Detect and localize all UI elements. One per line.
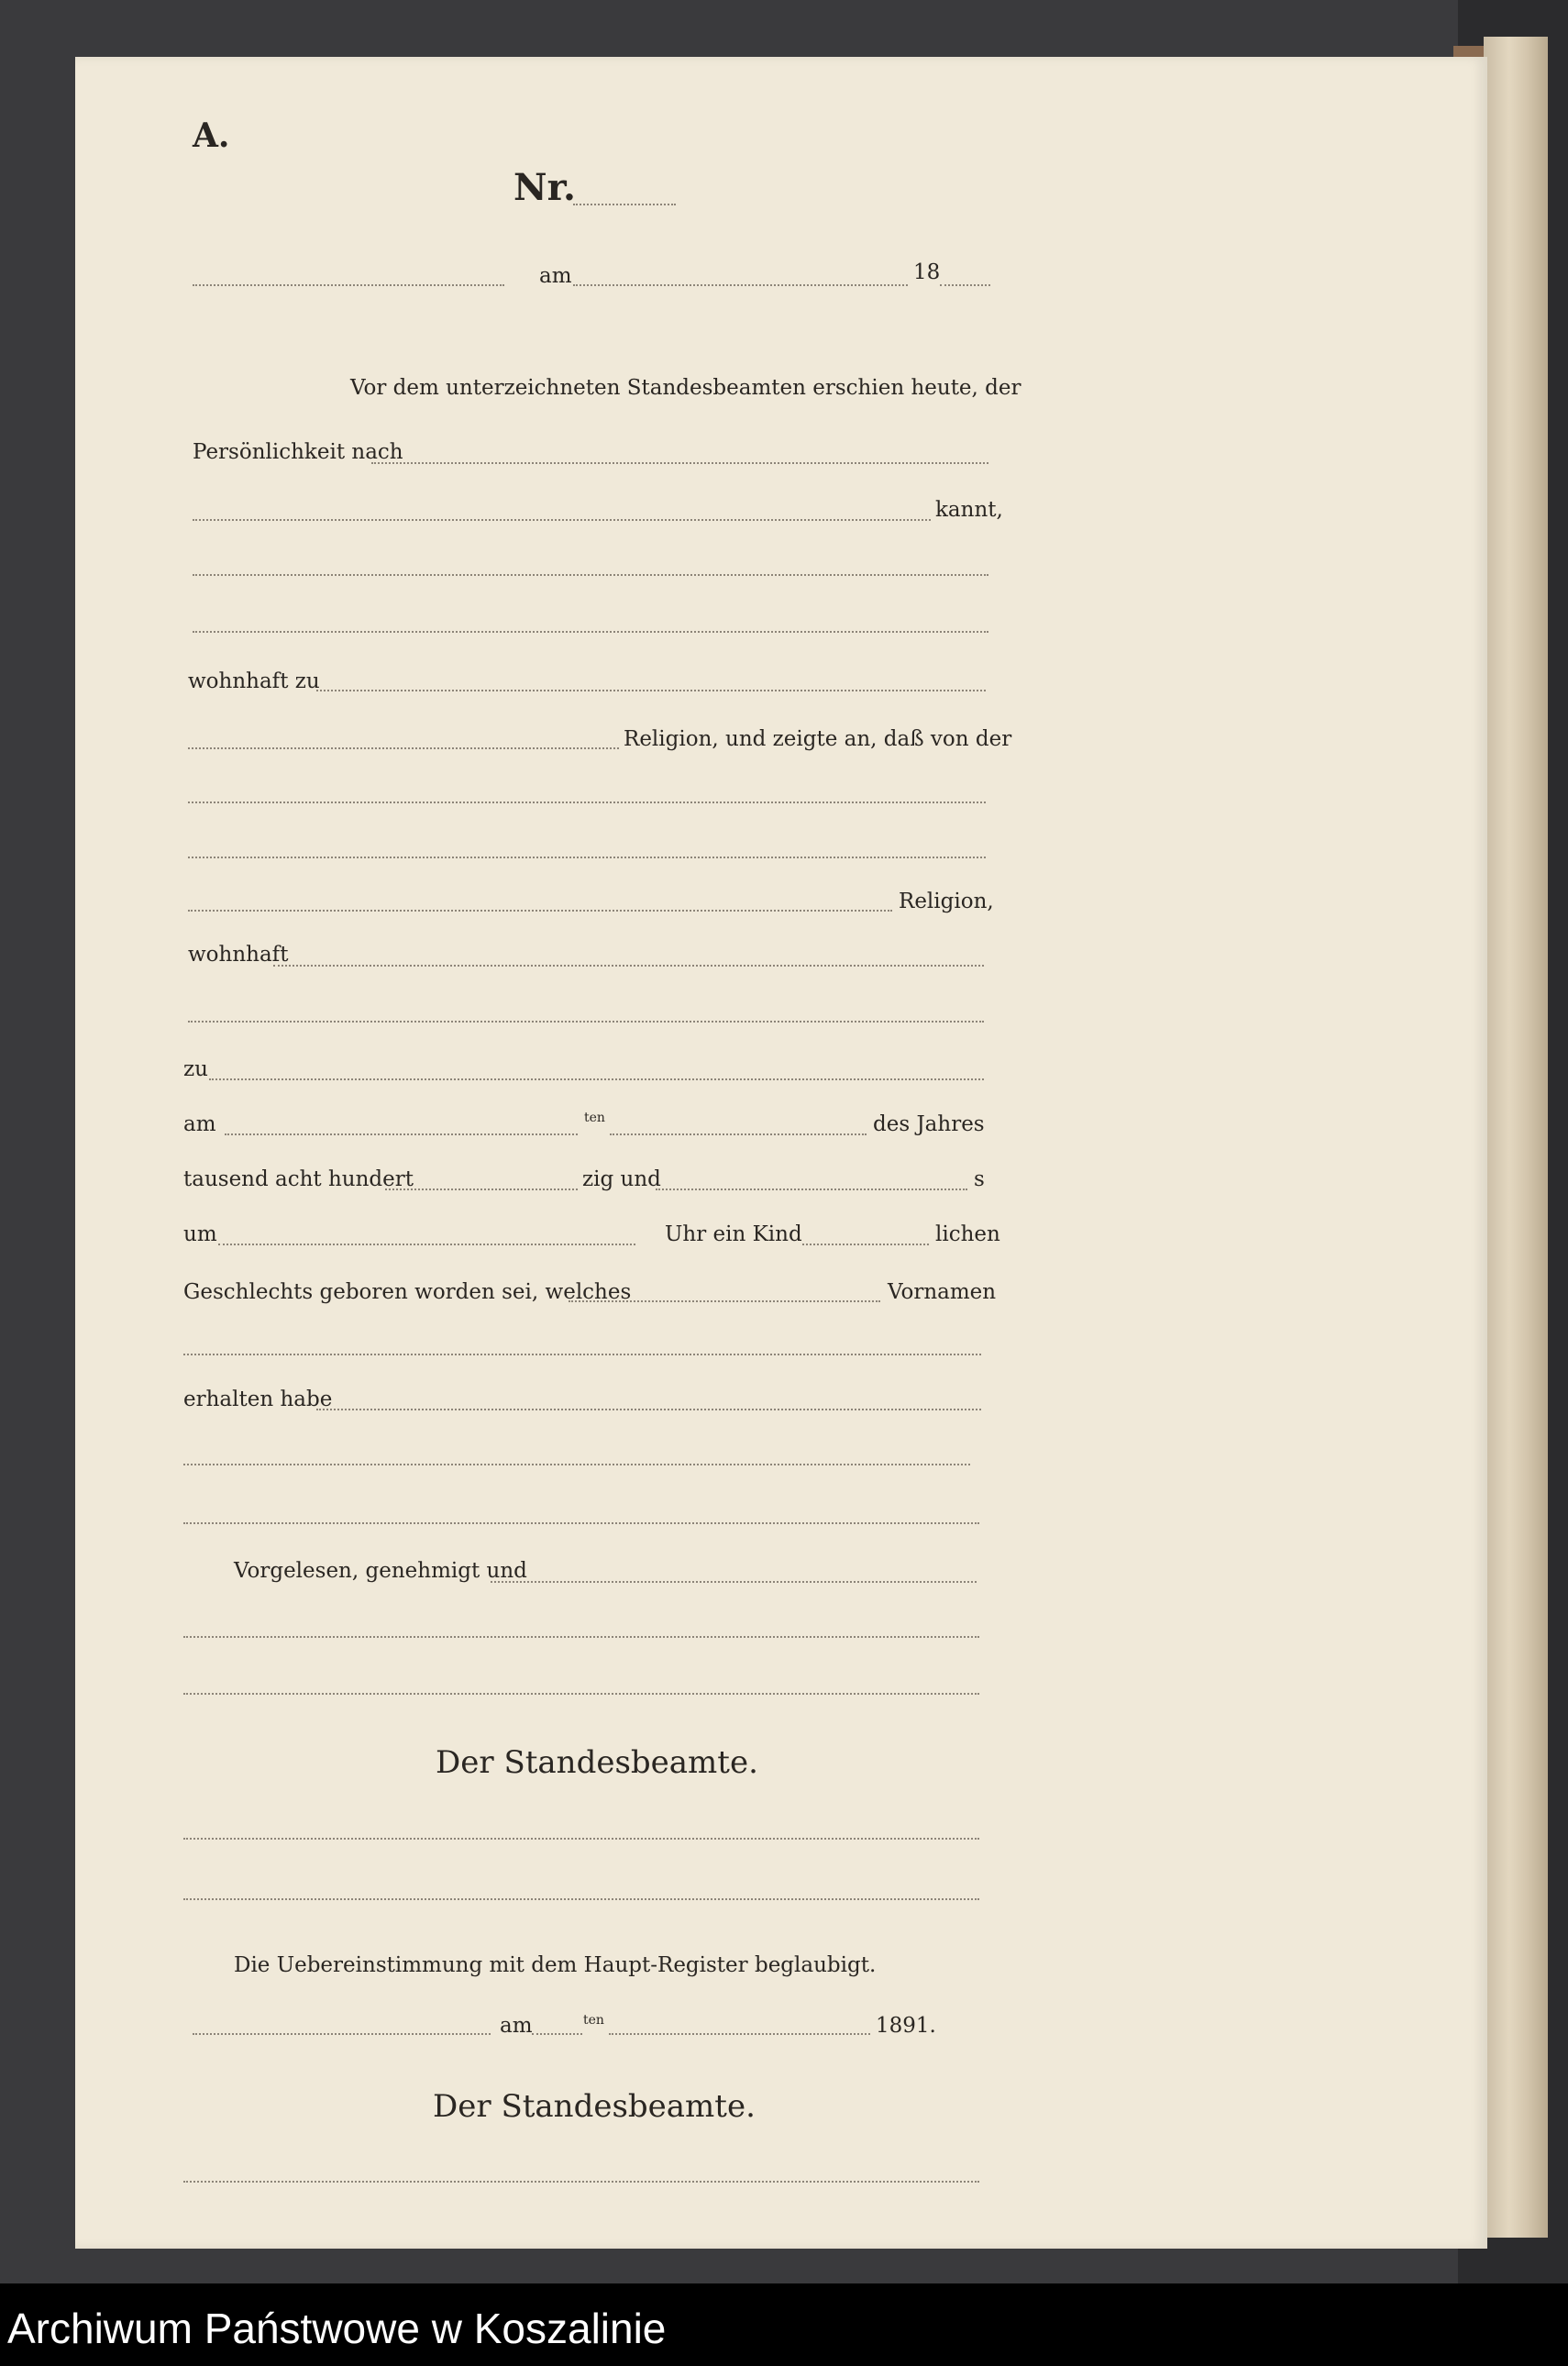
place-field [193, 284, 504, 286]
line-blank-3 [188, 802, 986, 803]
religion-label: Religion, [899, 890, 994, 913]
residence-field [316, 690, 986, 691]
line-blank-4 [188, 857, 986, 858]
am-label: am [183, 1112, 216, 1136]
day-field [225, 1133, 578, 1135]
s-suffix: s [974, 1167, 985, 1191]
known-field [193, 519, 931, 521]
standesbeamte-heading: Der Standesbeamte. [436, 1744, 758, 1781]
personality-field [371, 462, 988, 464]
wohnhaft-label: wohnhaft [188, 943, 289, 967]
line-blank-8 [183, 1522, 979, 1524]
line-blank-9 [183, 1636, 979, 1638]
erhalten-label: erhalten habe [183, 1388, 333, 1411]
kannt-label: kannt, [935, 498, 1003, 522]
religion-field [188, 747, 619, 749]
sex-field [802, 1244, 929, 1245]
cert-year: 1891. [876, 2014, 936, 2038]
intro-text: Vor dem unterzeichneten Standesbeamten erschien heute, der [350, 376, 1021, 400]
zu-field [209, 1078, 984, 1080]
vornamen-label: Vornamen [888, 1280, 997, 1304]
cert-signature-line [183, 2181, 979, 2183]
mother-religion-field [188, 910, 892, 912]
cert-month-field [609, 2033, 870, 2035]
lichen-label: lichen [935, 1222, 1000, 1246]
tausend-label: tausend acht hundert [183, 1167, 414, 1191]
record-number-field [573, 204, 676, 205]
ten-suffix: ten [584, 1111, 605, 1125]
record-number-label: Nr. [513, 166, 576, 209]
date-am-label: am [539, 264, 572, 288]
line-blank-5 [188, 1021, 984, 1023]
erhalten-field [316, 1409, 981, 1410]
line-blank-1 [193, 574, 988, 576]
uebereinstimmung-text: Die Uebereinstimmung mit dem Haupt-Register beglaubigt. [234, 1953, 877, 1977]
month-field [610, 1133, 867, 1135]
section-label: A. [193, 116, 230, 155]
line-blank-2 [193, 631, 988, 633]
cert-ten-suffix: ten [583, 2013, 604, 2028]
personality-label: Persönlichkeit nach [193, 440, 403, 464]
des-jahres-label: des Jahres [873, 1112, 985, 1136]
geschlechts-text: Geschlechts geboren worden sei, welches [183, 1280, 632, 1304]
cert-day-field [532, 2033, 582, 2035]
archive-name: Archiwum Państwowe w Koszalinie [7, 2305, 667, 2352]
wohnhaft-zu-label: wohnhaft zu [188, 669, 320, 693]
standesbeamte-heading-2: Der Standesbeamte. [433, 2088, 756, 2125]
line-blank-7 [183, 1464, 970, 1465]
official-signature-line-2 [183, 1898, 979, 1900]
um-label: um [183, 1222, 217, 1246]
uhr-kind-label: Uhr ein Kind [665, 1222, 802, 1246]
year-field [940, 284, 990, 286]
cert-am-label: am [500, 2014, 533, 2038]
time-field [218, 1244, 635, 1245]
vorgelesen-text: Vorgelesen, genehmigt und [234, 1559, 527, 1583]
religion-zeigte-text: Religion, und zeigte an, daß von der [624, 727, 1012, 751]
official-signature-line-1 [183, 1838, 979, 1840]
mother-residence-field [273, 965, 984, 967]
line-blank-10 [183, 1693, 979, 1695]
signature-field [491, 1581, 977, 1583]
given-names-field [569, 1300, 880, 1302]
zig-und-label: zig und [582, 1167, 661, 1191]
page-edges [1484, 37, 1548, 2238]
date-field [573, 284, 908, 286]
cert-place-field [193, 2033, 491, 2035]
year-prefix: 18 [913, 260, 941, 284]
units-field [656, 1189, 967, 1190]
zu-label: zu [183, 1057, 208, 1081]
tens-field [385, 1189, 578, 1190]
line-blank-6 [183, 1354, 981, 1355]
